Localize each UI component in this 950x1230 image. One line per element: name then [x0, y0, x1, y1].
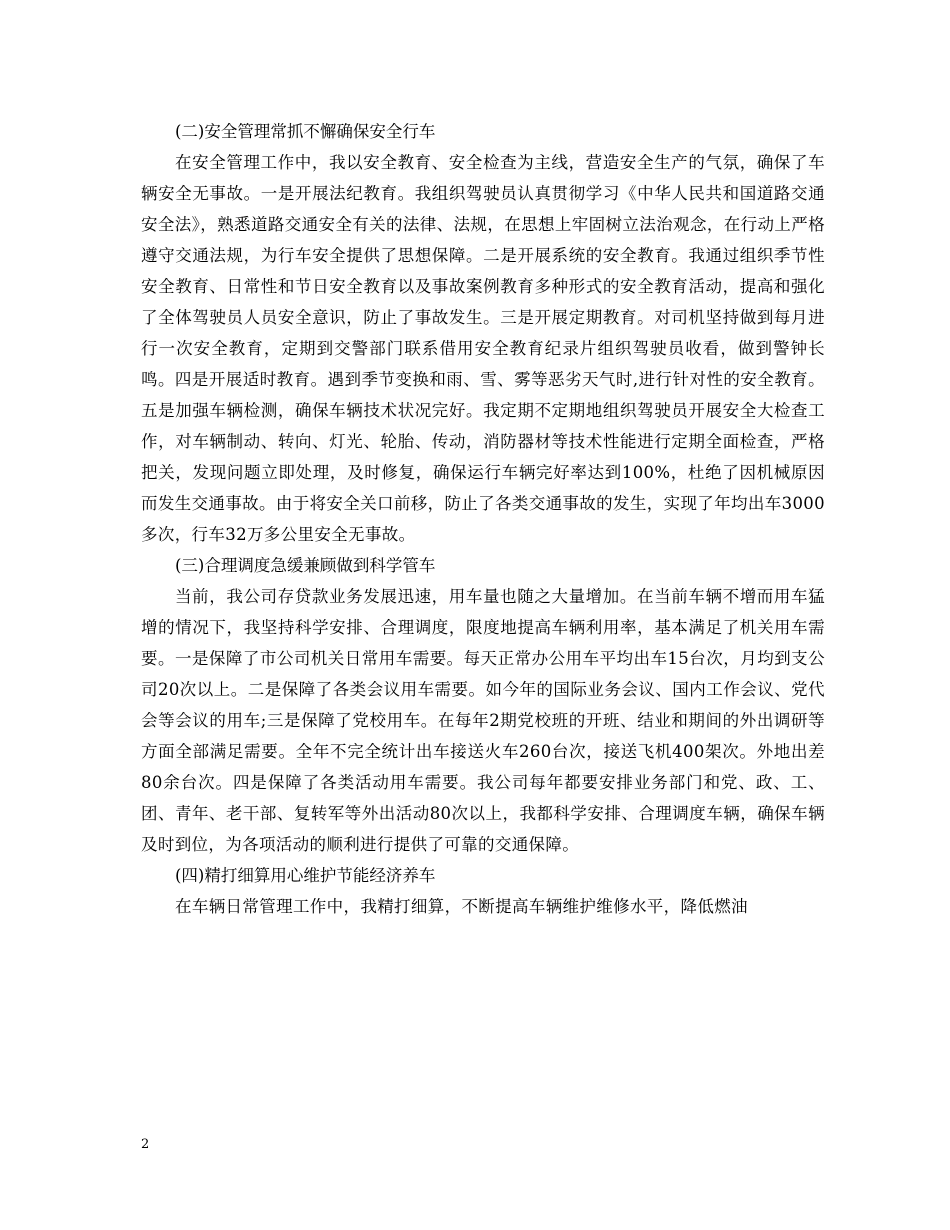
section-scheduling — [141, 550, 825, 860]
page-number: 2 — [141, 1137, 150, 1152]
section-heading: (四)精打细算用心维护节能经济养车 — [175, 866, 436, 885]
section-paragraph: 当前，我公司存贷款业务发展迅速，用车量也随之大量增加。在当前车辆不增而用车猛增的情况下，我坚持科学安排、合理调度，限度地提高车辆利用率，基本满足了机关用车需要。一是保障了市公司机关日常用车需要。每天正常办公用车平均出车15台次，月均到支公司20次以上。二是保障了各类会议用车需要。如今年的国际业务会议、国内工作会议、党代会等会议的用车;三是保障了党校用车。在每年2期党校班的开班、结业和期间的外出调研等方面全部满足需要。全年不完全统计出车接送火车260台次，接送飞机400架次。外地出差80余台次。四是保障了各类活动用车需要。我公司每年都要安排业务部门和党、政、工、团、青年、老干部、复转军等外出活动80次以上，我都科学安排、合理调度车辆，确保车辆及时到位，为各项活动的顺利进行提供了可靠的交通保障。 — [141, 587, 825, 854]
section-paragraph: 在安全管理工作中，我以安全教育、安全检查为主线，营造安全生产的气氛，确保了车辆安全无事故。一是开展法纪教育。我组织驾驶员认真贯彻学习《中华人民共和国道路交通安全法》，熟悉道路交通安全有关的法律、法规，在思想上牢固树立法治观念，在行动上严格遵守交通法规，为行车安全提供了思想保障。二是开展系统的安全教育。我通过组织季节性安全教育、日常性和节日安全教育以及事故案例教育多种形式的安全教育活动，提高和强化了全体驾驶员人员安全意识，防止了事故发生。三是开展定期教育。对司机坚持做到每月进行一次安全教育，定期到交警部门联系借用安全教育纪录片组织驾驶员收看，做到警钟长鸣。四是开展适时教育。遇到季节变换和雨、雪、雾等恶劣天气时,进行针对性的安全教育。五是加强车辆检测，确保车辆技术状况完好。我定期不定期地组织驾驶员开展安全大检查工作，对车辆制动、转向、灯光、轮胎、传动，消防器材等技术性能进行定期全面检查，严格把关，发现问题立即处理，及时修复，确保运行车辆完好率达到100%，杜绝了因机械原因而发生交通事故。由于将安全关口前移，防止了各类交通事故的发生，实现了年均出车3000多次，行车32万多公里安全无事故。 — [141, 153, 825, 544]
document-body — [141, 116, 825, 922]
section-safety-management — [141, 116, 825, 550]
section-heading: (三)合理调度急缓兼顾做到科学管车 — [175, 556, 436, 575]
section-paragraph: 在车辆日常管理工作中，我精打细算，不断提高车辆维护维修水平，降低燃油 — [175, 897, 748, 916]
section-maintenance — [141, 860, 825, 922]
section-heading: (二)安全管理常抓不懈确保安全行车 — [175, 122, 436, 141]
